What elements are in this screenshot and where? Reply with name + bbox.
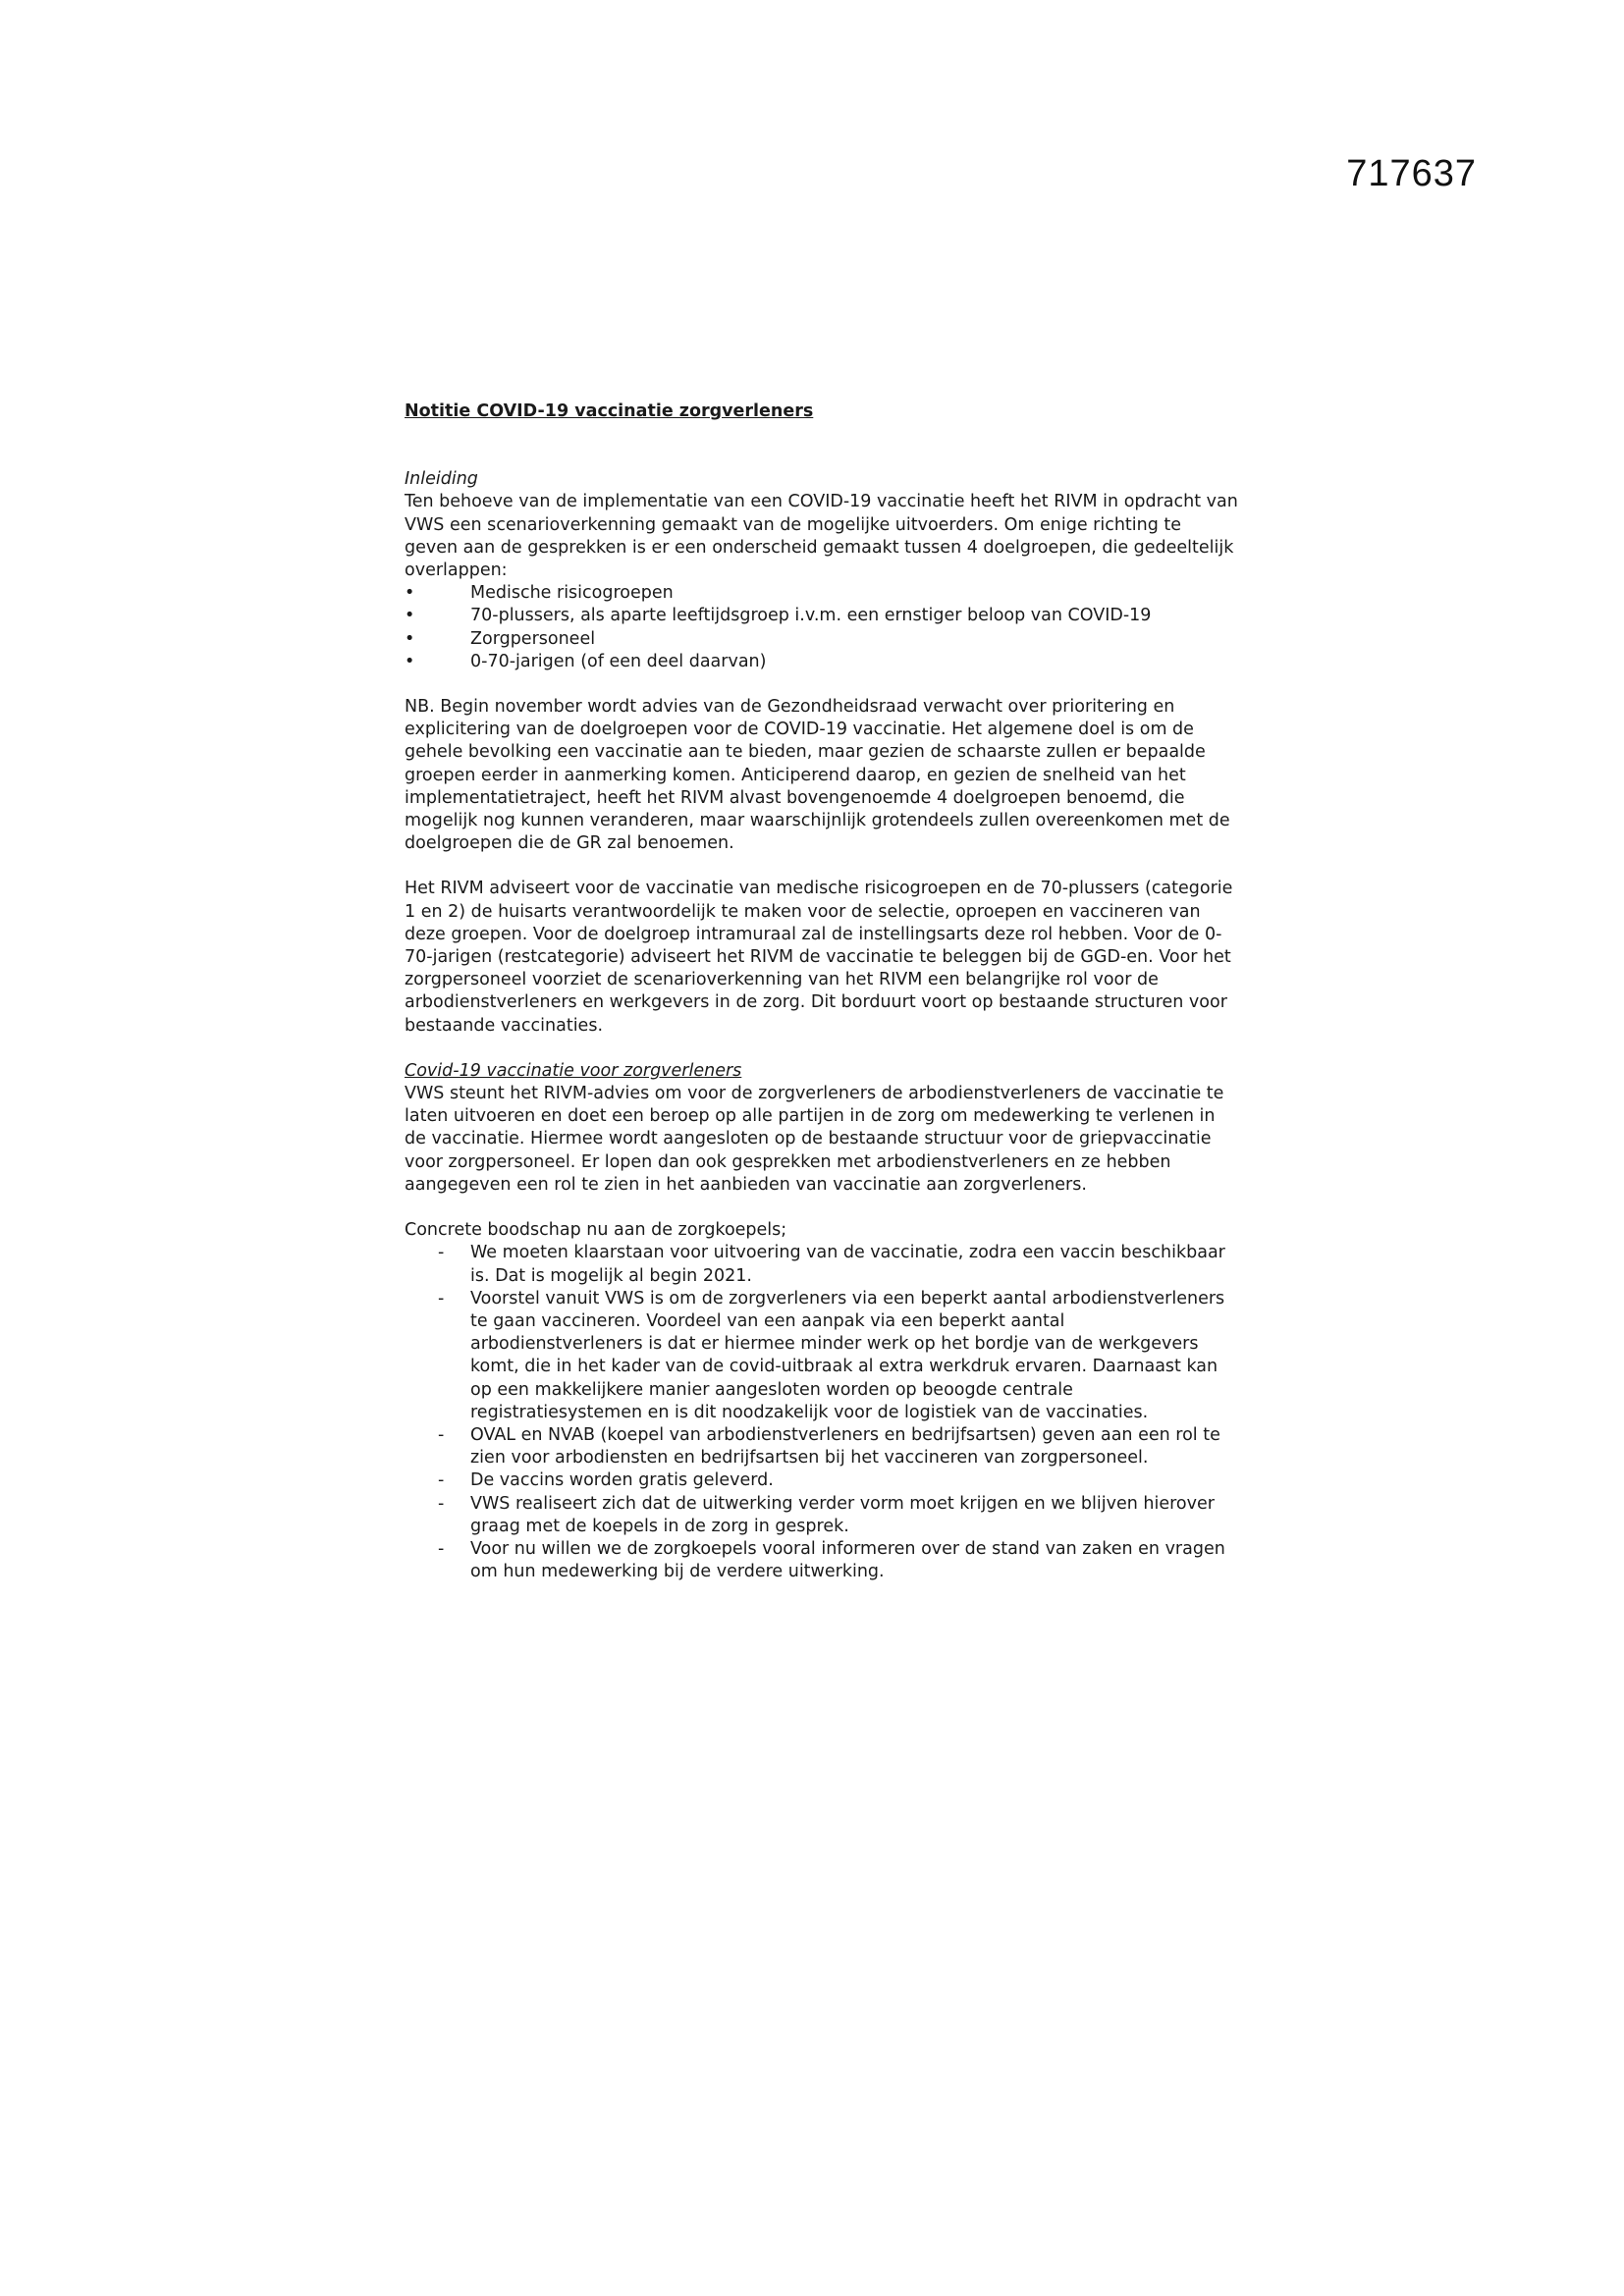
- intro-heading: Inleiding: [405, 469, 478, 490]
- rivm-advice-paragraph: Het RIVM adviseert voor de vaccinatie van medische risicogroepen en de 70-plussers (categorie 1 en 2) de huisarts verantwoordelijk te maken voor de selectie, oproepen en vaccineren van deze groepen. Voor de doelgroep intramuraal zal de instellingsarts deze rol hebben. Voor de 0-70-jarigen (restcategorie) adviseert het RIVM de vaccinatie te beleggen bij de GGD-en. Voor het zorgpersoneel voorziet de scenarioverkenning van het RIVM een belangrijke rol voor de arbodienstverleners en werkgevers in de zorg. Dit borduurt voort op bestaande structuren voor bestaande vaccinaties.: [405, 879, 1233, 1036]
- message-intro: Concrete boodschap nu aan de zorgkoepels;: [405, 1220, 787, 1241]
- list-item: - Voor nu willen we de zorgkoepels vooral informeren over de stand van zaken en vragen om hun medewerking bij de verdere uitwerking.: [438, 1538, 1239, 1583]
- list-item: - We moeten klaarstaan voor uitvoering van de vaccinatie, zodra een vaccin beschikbaar is. Dat is mogelijk al begin 2021.: [438, 1242, 1239, 1287]
- covid-section-heading: Covid-19 vaccinatie voor zorgverleners: [405, 1060, 742, 1081]
- message-list: [405, 1242, 1239, 1583]
- list-item: - Voorstel vanuit VWS is om de zorgverleners via een beperkt aantal arbodienstverleners te gaan vaccineren. Voordeel van een aanpak via een beperkt aantal arbodienstverleners is dat er hiermee minder werk op het bordje van de werkgevers komt, die in het kader van de covid-uitbraak al extra werkdruk ervaren. Daarnaast kan op een makkelijkere manier aangesloten worden op beoogde centrale registratiesystemen en is dit noodzakelijk voor de logistiek van de vaccinaties.: [438, 1288, 1239, 1424]
- list-item: • Medische risicogroepen: [405, 582, 1239, 605]
- nb-paragraph: NB. Begin november wordt advies van de Gezondheidsraad verwacht over prioritering en explicitering van de doelgroepen voor de COVID-19 vaccinatie. Het algemene doel is om de gehele bevolking een vaccinatie aan te bieden, maar gezien de schaarste zullen er bepaalde groepen eerder in aanmerking komen. Anticiperend daarop, en gezien de snelheid van het implementatietraject, heeft het RIVM alvast bovengenoemde 4 doelgroepen benoemd, die mogelijk nog kunnen veranderen, maar waarschijnlijk grotendeels zullen overeenkomen met de doelgroepen die de GR zal benoemen.: [405, 697, 1230, 854]
- covid-section-paragraph: VWS steunt het RIVM-advies om voor de zorgverleners de arbodienstverleners de vaccinatie te laten uitvoeren en doet een beroep op alle partijen in de zorg om medewerking te verlenen in de vaccinatie. Hiermee wordt aangesloten op de bestaande structuur voor de griepvaccinatie voor zorgpersoneel. Er lopen dan ook gesprekken met arbodienstverleners en ze hebben aangegeven een rol te zien in het aanbieden van vaccinatie aan zorgverleners.: [405, 1084, 1224, 1195]
- document-number: 717637: [1346, 153, 1477, 194]
- list-item: • 0-70-jarigen (of een deel daarvan): [405, 651, 1239, 673]
- intro-paragraph: Ten behoeve van de implementatie van een COVID-19 vaccinatie heeft het RIVM in opdracht van VWS een scenarioverkenning gemaakt van de mogelijke uitvoerders. Om enige richting te geven aan de gesprekken is er een onderscheid gemaakt tussen 4 doelgroepen, die gedeeltelijk overlappen:: [405, 492, 1238, 581]
- list-item: - OVAL en NVAB (koepel van arbodienstverleners en bedrijfsartsen) geven aan een rol te zien voor arbodiensten en bedrijfsartsen bij het vaccineren van zorgpersoneel.: [438, 1424, 1239, 1469]
- document-title: Notitie COVID-19 vaccinatie zorgverleners: [405, 401, 814, 421]
- list-item: • 70-plussers, als aparte leeftijdsgroep i.v.m. een ernstiger beloop van COVID-19: [405, 605, 1239, 627]
- target-groups-list: [405, 582, 1239, 673]
- list-item: - VWS realiseert zich dat de uitwerking verder vorm moet krijgen en we blijven hierover graag met de koepels in de zorg in gesprek.: [438, 1493, 1239, 1538]
- list-item: • Zorgpersoneel: [405, 628, 1239, 651]
- list-item: - De vaccins worden gratis geleverd.: [438, 1469, 1239, 1492]
- document-body: [405, 400, 1239, 1583]
